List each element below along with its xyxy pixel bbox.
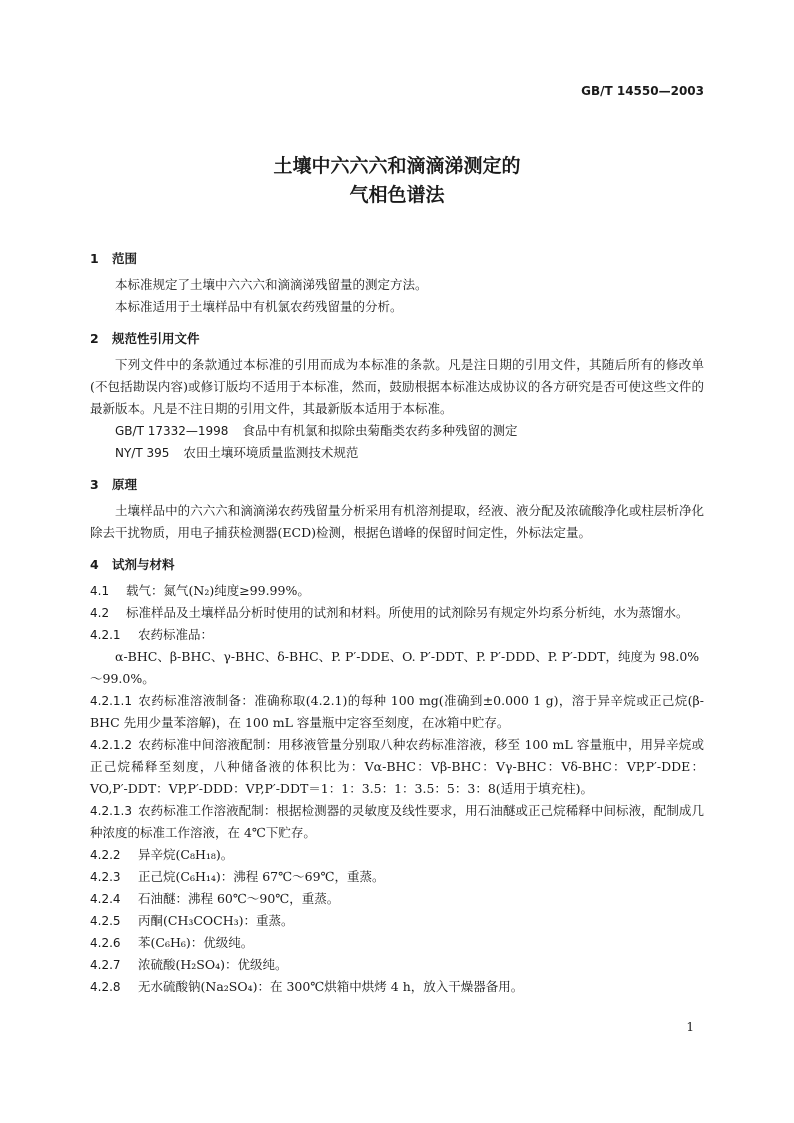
section-heading-reagents	[90, 554, 704, 576]
clause-item	[90, 888, 704, 910]
reference-item	[90, 420, 704, 442]
clause-item	[90, 910, 704, 932]
clause-number: 4.2.5	[90, 914, 121, 928]
clause-item	[90, 602, 704, 624]
paragraph: 本标准适用于土壤样品中有机氯农药残留量的分析。	[115, 299, 403, 314]
section-number: 4	[90, 557, 99, 572]
title-line-2: 气相色谱法	[349, 184, 445, 206]
document-title	[0, 152, 794, 210]
paragraph: 下列文件中的条款通过本标准的引用而成为本标准的条款。凡是注日期的引用文件，其随后所有的修改单(不包括勘误内容)或修订版均不适用于本标准，然而，鼓励根据本标准达成协议的各方研究是否可使这些文件的最新版本。凡是不注日期的引用文件，其最新版本适用于本标准。	[90, 357, 704, 416]
clause-text: 农药标准溶液制备：准确称取(4.2.1)的每种 100 mg(准确到±0.000 1 g)，溶于异辛烷或正己烷(β-BHC 先用少量苯溶解)，在 100 mL 容量瓶中定容至刻度，在冰箱中贮存。	[90, 693, 704, 730]
clause-item	[90, 690, 704, 734]
clause-item	[90, 580, 704, 602]
page-number: 1	[686, 1020, 694, 1034]
reference-code: GB/T 17332—1998	[115, 424, 229, 438]
pesticide-list: α-BHC、β-BHC、γ-BHC、δ-BHC、P. P′-DDE、O. P′-DDT、P. P′-DDD、P. P′-DDT，纯度为 98.0%～99.0%。	[90, 649, 700, 686]
clause-item	[90, 844, 704, 866]
clause-number: 4.2.4	[90, 892, 121, 906]
reference-title: 农田土壤环境质量监测技术规范	[183, 445, 359, 460]
clause-item	[90, 976, 704, 998]
reference-item	[90, 442, 704, 464]
clause-number: 4.2.3	[90, 870, 121, 884]
clause-text: 浓硫酸(H₂SO₄)：优级纯。	[138, 957, 288, 972]
section-title: 原理	[112, 477, 138, 492]
clause-text: 标准样品及土壤样品分析时使用的试剂和材料。所使用的试剂除另有规定外均系分析纯，水为蒸馏水。	[126, 605, 689, 620]
section-number: 3	[90, 477, 99, 492]
clause-number: 4.2.1	[90, 628, 121, 642]
document-body	[90, 248, 704, 998]
clause-number: 4.1	[90, 584, 110, 598]
clause-text: 农药标准中间溶液配制：用移液管量分别取八种农药标准溶液，移至 100 mL 容量瓶中，用异辛烷或正己烷稀释至刻度，八种储备液的体积比为：Vα-BHC：Vβ-BHC：Vγ-BHC：Vδ-BHC：VP,P′-DDE：VO,P′-DDT：VP,P′-DDD：VP,P′-DDT＝1：1：3.5：1：3.5：5：3：8(适用于填充柱)。	[90, 737, 704, 796]
clause-number: 4.2.6	[90, 936, 121, 950]
clause-item	[90, 624, 704, 646]
section-heading-normative-references	[90, 328, 704, 350]
clause-text: 农药标准品：	[138, 627, 214, 642]
clause-text: 载气：氮气(N₂)纯度≥99.99%。	[126, 583, 310, 598]
reference-title: 食品中有机氯和拟除虫菊酯类农药多种残留的测定	[242, 423, 518, 438]
reference-code: NY/T 395	[115, 446, 170, 460]
clause-number: 4.2	[90, 606, 110, 620]
paragraph: 本标准规定了土壤中六六六和滴滴涕残留量的测定方法。	[115, 277, 428, 292]
clause-text: 异辛烷(C₈H₁₈)。	[138, 847, 234, 862]
section-title: 试剂与材料	[112, 557, 175, 572]
section-title: 范围	[112, 251, 138, 266]
clause-number: 4.2.2	[90, 848, 121, 862]
clause-item	[90, 932, 704, 954]
section-heading-principle	[90, 474, 704, 496]
clause-number: 4.2.1.2	[90, 738, 132, 752]
clause-number: 4.2.7	[90, 958, 121, 972]
clause-number: 4.2.1.1	[90, 694, 132, 708]
section-title: 规范性引用文件	[112, 331, 200, 346]
section-number: 1	[90, 251, 99, 266]
clause-text: 丙酮(CH₃COCH₃)：重蒸。	[138, 913, 294, 928]
clause-text: 石油醚：沸程 60℃～90℃，重蒸。	[138, 891, 340, 906]
clause-text: 农药标准工作溶液配制：根据检测器的灵敏度及线性要求，用石油醚或正己烷稀释中间标液，配制成几种浓度的标准工作溶液，在 4℃下贮存。	[90, 803, 704, 840]
clause-number: 4.2.1.3	[90, 804, 132, 818]
section-number: 2	[90, 331, 99, 346]
paragraph: 土壤样品中的六六六和滴滴涕农药残留量分析采用有机溶剂提取，经液、液分配及浓硫酸净化或柱层析净化除去干扰物质，用电子捕获检测器(ECD)检测，根据色谱峰的保留时间定性，外标法定量。	[90, 503, 704, 540]
clause-number: 4.2.8	[90, 980, 121, 994]
clause-item	[90, 866, 704, 888]
section-heading-scope	[90, 248, 704, 270]
title-line-1: 土壤中六六六和滴滴涕测定的	[273, 155, 521, 177]
clause-text: 正己烷(C₆H₁₄)：沸程 67℃～69℃，重蒸。	[138, 869, 385, 884]
clause-item	[90, 734, 704, 800]
clause-text: 无水硫酸钠(Na₂SO₄)：在 300℃烘箱中烘烤 4 h，放入干燥器备用。	[138, 979, 524, 994]
clause-item	[90, 800, 704, 844]
standard-number: GB/T 14550—2003	[581, 84, 704, 98]
clause-item	[90, 954, 704, 976]
clause-text: 苯(C₆H₆)：优级纯。	[138, 935, 254, 950]
